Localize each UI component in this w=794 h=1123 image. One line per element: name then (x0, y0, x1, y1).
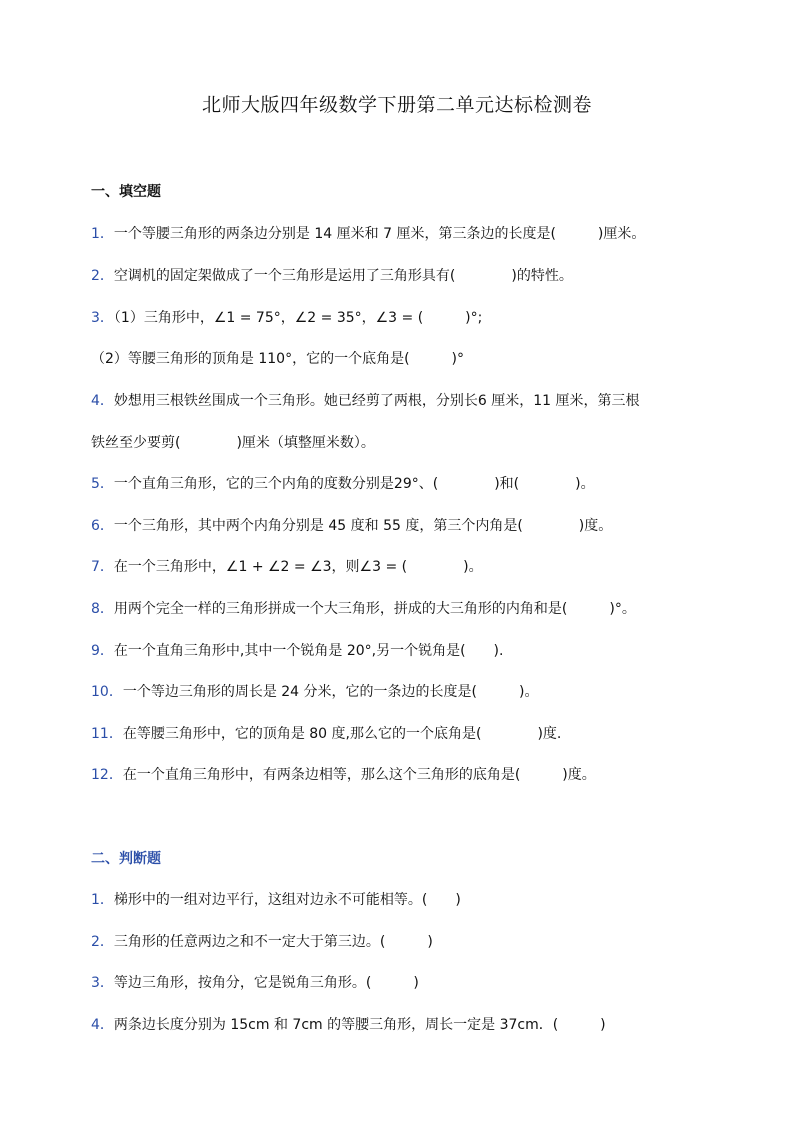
question-number: 8． (91, 601, 114, 617)
question-2-1 (91, 889, 461, 909)
question-text: 一个三角形，其中两个内角分别是 45 度和 55 度，第三个内角是( )度。 (113, 518, 613, 534)
question-text: （2）等腰三角形的顶角是 110°，它的一个底角是( )° (91, 351, 465, 367)
question-2-2 (91, 931, 433, 951)
question-1-12 (91, 764, 596, 784)
question-number: 11． (91, 726, 123, 742)
question-2-4 (91, 1014, 606, 1034)
question-text: 用两个完全一样的三角形拼成一个大三角形，拼成的大三角形的内角和是( )°。 (113, 601, 636, 617)
question-number: 5． (91, 476, 114, 492)
question-number: 4． (91, 1017, 114, 1033)
question-1-9 (91, 640, 503, 660)
question-1-10 (91, 681, 538, 701)
question-number: 9． (91, 643, 114, 659)
question-text: 一个直角三角形，它的三个内角的度数分别是29°、( )和( )。 (113, 476, 595, 492)
question-text: 梯形中的一组对边平行，这组对边永不可能相等。( ) (113, 892, 461, 908)
question-text: 一个等边三角形的周长是 24 分米，它的一条边的长度是( )。 (122, 684, 539, 700)
page-title: 北师大版四年级数学下册第二单元达标检测卷 (201, 94, 592, 116)
section-heading-true-false: 二、判断题 (91, 851, 161, 867)
question-1-5 (91, 473, 595, 493)
question-number: 10． (91, 684, 123, 700)
question-number: 2． (91, 934, 114, 950)
question-1-6 (91, 515, 612, 535)
question-number: 7． (91, 559, 114, 575)
question-text: （1）三角形中，∠1 = 75°，∠2 = 35°，∠3 = ( )°; (113, 310, 483, 326)
question-text: 在一个三角形中，∠1 + ∠2 = ∠3，则∠3 = ( )。 (113, 559, 483, 575)
section-heading-fill-in: 一、填空题 (91, 184, 161, 200)
question-number: 3． (91, 975, 114, 991)
question-number: 3． (91, 310, 114, 326)
question-1-8 (91, 598, 636, 618)
question-text: 等边三角形，按角分，它是锐角三角形。( ) (113, 975, 419, 991)
question-text: 三角形的任意两边之和不一定大于第三边。( ) (113, 934, 433, 950)
question-number: 6． (91, 518, 114, 534)
question-text: 在等腰三角形中，它的顶角是 80 度,那么它的一个底角是( )度. (122, 726, 562, 742)
question-text: 两条边长度分别为 15cm 和 7cm 的等腰三角形，周长一定是 37cm．( ) (113, 1017, 606, 1033)
question-1-4b (91, 432, 375, 452)
question-1-11 (91, 723, 561, 743)
question-text: 铁丝至少要剪( )厘米（填整厘米数）。 (91, 435, 375, 451)
question-number: 4． (91, 393, 114, 409)
question-text: 空调机的固定架做成了一个三角形是运用了三角形具有( )的特性。 (113, 268, 573, 284)
question-2-3 (91, 972, 419, 992)
question-number: 1． (91, 226, 114, 242)
question-text: 一个等腰三角形的两条边分别是 14 厘米和 7 厘米，第三条边的长度是( )厘米。 (113, 226, 646, 242)
question-number: 2． (91, 268, 114, 284)
question-1-1 (91, 223, 645, 243)
question-1-7 (91, 556, 483, 576)
question-1-2 (91, 265, 573, 285)
question-text: 在一个直角三角形中，有两条边相等，那么这个三角形的底角是( )度。 (122, 767, 596, 783)
question-text: 妙想用三根铁丝围成一个三角形。她已经剪了两根，分别长6 厘米，11 厘米，第三根 (113, 393, 640, 409)
question-number: 12． (91, 767, 123, 783)
question-number: 1． (91, 892, 114, 908)
question-1-3b (91, 348, 464, 368)
question-text: 在一个直角三角形中,其中一个锐角是 20°,另一个锐角是( ). (113, 643, 504, 659)
question-1-3a (91, 307, 482, 327)
question-1-4a (91, 390, 640, 410)
